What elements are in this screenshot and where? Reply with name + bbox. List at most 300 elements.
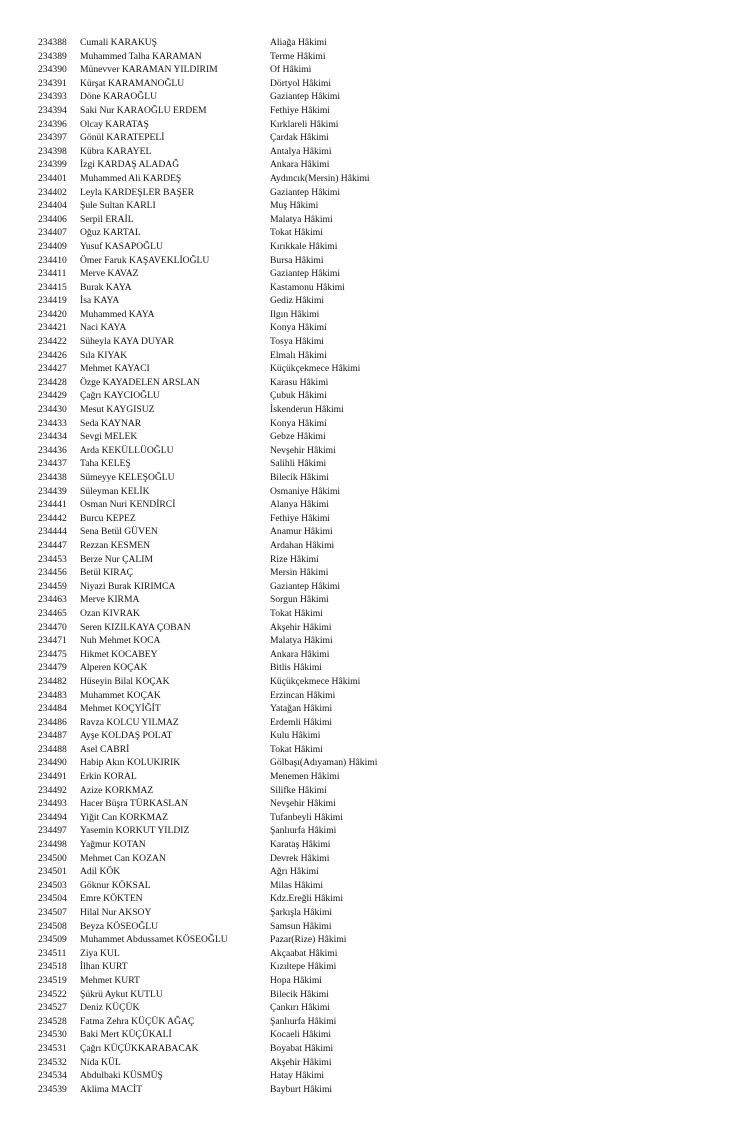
court-assignment: Şarkışla Hâkimi <box>270 907 333 918</box>
registry-number: 234410 <box>38 254 67 266</box>
registry-number: 234402 <box>38 186 67 198</box>
table-row <box>38 145 410 159</box>
person-name: Sümeyye KELEŞOĞLU <box>80 472 175 483</box>
table-row <box>38 947 410 961</box>
court-assignment: Bitlis Hâkimi <box>270 662 322 674</box>
person-name: Sevgi MELEK <box>80 431 138 443</box>
person-name: Merve KAVAZ <box>80 268 139 280</box>
table-row <box>38 1069 410 1083</box>
registry-number: 234397 <box>38 132 67 144</box>
court-assignment: Gediz Hâkimi <box>270 295 325 307</box>
table-row <box>38 648 410 662</box>
court-assignment: Gaziantep Hâkimi <box>270 186 341 198</box>
person-name: Aklima MACİT <box>80 1083 143 1095</box>
court-assignment: Aliağa Hâkimi <box>270 37 327 48</box>
table-row <box>38 906 410 920</box>
court-assignment: Malatya Hâkimi <box>270 635 333 647</box>
person-name: Hüseyin Bilal KOÇAK <box>80 675 170 687</box>
list-body <box>38 36 410 1096</box>
registry-number: 234487 <box>38 730 67 742</box>
court-assignment: Malatya Hâkimi <box>270 213 333 225</box>
person-name: Oğuz KARTAL <box>80 227 141 239</box>
table-row <box>38 716 410 730</box>
registry-number: 234508 <box>38 920 67 932</box>
court-assignment: Küçükçekmece Hâkimi <box>270 675 361 687</box>
registry-number: 234391 <box>38 77 67 89</box>
registry-number: 234433 <box>38 417 67 429</box>
table-row <box>38 389 410 403</box>
court-assignment: Tosya Hâkimi <box>270 336 324 348</box>
table-row <box>38 933 410 947</box>
court-assignment: Akçaabat Hâkimi <box>270 947 338 959</box>
court-assignment: Çardak Hâkimi <box>270 132 329 144</box>
person-name: Sena Betül GÜVEN <box>80 526 158 538</box>
table-row <box>38 770 410 784</box>
registry-number: 234453 <box>38 553 67 565</box>
person-name: Şükrü Aykut KUTLU <box>80 988 163 1000</box>
registry-number: 234456 <box>38 567 67 579</box>
court-assignment: Nevşehir Hâkimi <box>270 798 336 810</box>
table-row <box>38 1083 410 1097</box>
table-row <box>38 988 410 1002</box>
table-row <box>38 471 410 485</box>
registry-number: 234527 <box>38 1002 67 1014</box>
registry-number: 234399 <box>38 159 67 171</box>
person-name: Abdulbaki KÜSMÜŞ <box>80 1070 163 1082</box>
person-name: Cumali KARAKUŞ <box>80 37 158 48</box>
court-assignment: Akşehir Hâkimi <box>270 1056 332 1068</box>
table-row <box>38 784 410 798</box>
court-assignment: Anamur Hâkimi <box>270 526 333 538</box>
court-assignment: Sorgun Hâkimi <box>270 594 329 606</box>
person-name: Süleyman KELİK <box>80 485 150 497</box>
court-assignment: Kocaeli Hâkimi <box>270 1029 332 1041</box>
person-name: Kürşat KARAMANOĞLU <box>80 77 185 89</box>
table-row <box>38 729 410 743</box>
table-row <box>38 172 410 186</box>
table-row <box>38 308 410 322</box>
registry-number: 234465 <box>38 607 67 619</box>
table-row <box>38 593 410 607</box>
court-assignment: Ankara Hâkimi <box>270 648 330 660</box>
court-assignment: Bilecik Hâkimi <box>270 472 329 483</box>
person-name: Çağrı KAYCIOĞLU <box>80 390 160 402</box>
table-row <box>38 634 410 648</box>
table-row <box>38 485 410 499</box>
registry-number: 234500 <box>38 852 67 864</box>
court-assignment: Ilgın Hâkimi <box>270 308 320 320</box>
person-name: Ravza KOLCU YILMAZ <box>80 716 179 728</box>
registry-number: 234411 <box>38 268 67 280</box>
registry-number: 234404 <box>38 200 67 212</box>
registry-number: 234528 <box>38 1015 67 1027</box>
person-name: Mehmet KURT <box>80 974 140 986</box>
person-name: Ayşe KOLDAŞ POLAT <box>80 730 173 742</box>
registry-number: 234437 <box>38 458 67 470</box>
table-row <box>38 213 410 227</box>
court-assignment: Of Hâkimi <box>270 64 312 76</box>
court-assignment: Menemen Hâkimi <box>270 771 340 783</box>
registry-number: 234390 <box>38 64 67 76</box>
registry-number: 234492 <box>38 784 67 796</box>
registry-number: 234389 <box>38 50 67 62</box>
table-row <box>38 77 410 91</box>
registry-number: 234503 <box>38 879 67 891</box>
court-assignment: Samsun Hâkimi <box>270 920 332 932</box>
court-assignment: Şanlıurfa Hâkimi <box>270 825 337 837</box>
person-name: Yusuf KASAPOĞLU <box>80 240 163 252</box>
court-assignment: Alanya Hâkimi <box>270 499 329 511</box>
table-row <box>38 131 410 145</box>
person-name: Yağmur KOTAN <box>80 839 146 851</box>
registry-number: 234491 <box>38 771 67 783</box>
court-assignment: Konya Hâkimi <box>270 322 327 334</box>
registry-number: 234530 <box>38 1029 67 1041</box>
court-assignment: Kastamonu Hâkimi <box>270 281 345 293</box>
court-assignment: Rize Hâkimi <box>270 553 319 565</box>
table-row <box>38 838 410 852</box>
person-name: Baki Mert KÜÇÜKALİ <box>80 1029 172 1041</box>
registry-number: 234420 <box>38 308 67 320</box>
court-assignment: Hatay Hâkimi <box>270 1070 325 1082</box>
court-assignment: Kırıkkale Hâkimi <box>270 240 338 252</box>
court-assignment: Devrek Hâkimi <box>270 852 330 864</box>
table-row <box>38 743 410 757</box>
table-row <box>38 824 410 838</box>
person-name: İsa KAYA <box>80 295 120 307</box>
table-row <box>38 607 410 621</box>
court-assignment: Karataş Hâkimi <box>270 839 331 851</box>
table-row <box>38 960 410 974</box>
registry-number: 234483 <box>38 689 67 701</box>
registry-number: 234470 <box>38 621 67 633</box>
table-row <box>38 1042 410 1056</box>
court-assignment: Ankara Hâkimi <box>270 159 330 171</box>
registry-number: 234415 <box>38 281 67 293</box>
court-assignment: Osmaniye Hâkimi <box>270 485 341 497</box>
registry-number: 234444 <box>38 526 67 538</box>
person-name: Hacer Büşra TÜRKASLAN <box>80 798 188 810</box>
court-assignment: Aydıncık(Mersin) Hâkimi <box>270 172 370 184</box>
table-row <box>38 63 410 77</box>
registry-number: 234511 <box>38 947 67 959</box>
person-name: Burcu KEPEZ <box>80 512 136 524</box>
person-name: Muhammed KAYA <box>80 308 155 320</box>
registry-number: 234406 <box>38 213 67 225</box>
table-row <box>38 90 410 104</box>
table-row <box>38 920 410 934</box>
registry-number: 234429 <box>38 390 67 402</box>
person-name: Ozan KIVRAK <box>80 607 140 619</box>
person-name: Leyla KARDEŞLER BAŞER <box>80 186 195 198</box>
person-name: Beyza KÖSEOĞLU <box>80 920 159 932</box>
registry-number: 234427 <box>38 363 67 375</box>
court-assignment: Hopa Hâkimi <box>270 974 322 986</box>
table-row <box>38 444 410 458</box>
court-assignment: Terme Hâkimi <box>270 50 326 62</box>
person-name: Muhammet Abdussamet KÖSEOĞLU <box>80 934 228 946</box>
table-row <box>38 36 410 50</box>
table-row <box>38 226 410 240</box>
court-assignment: Kızıltepe Hâkimi <box>270 961 337 973</box>
person-name: Ziya KUL <box>80 947 120 959</box>
registry-number: 234426 <box>38 349 67 361</box>
person-name: Hilal Nur AKSOY <box>80 907 152 918</box>
court-assignment: Kdz.Ereğli Hâkimi <box>270 893 343 905</box>
appointment-list-table <box>38 36 410 1096</box>
person-name: Yasemin KORKUT YILDIZ <box>80 825 190 837</box>
person-name: Naci KAYA <box>80 322 127 334</box>
registry-number: 234441 <box>38 499 67 511</box>
registry-number: 234434 <box>38 431 67 443</box>
table-row <box>38 702 410 716</box>
registry-number: 234509 <box>38 934 67 946</box>
table-row <box>38 50 410 64</box>
registry-number: 234498 <box>38 839 67 851</box>
registry-number: 234438 <box>38 472 67 483</box>
person-name: Adil KÖK <box>80 866 121 878</box>
person-name: Döne KARAOĞLU <box>80 91 158 103</box>
court-assignment: Tokat Hâkimi <box>270 607 323 619</box>
table-row <box>38 512 410 526</box>
registry-number: 234497 <box>38 825 67 837</box>
person-name: Muhammet KOÇAK <box>80 689 161 701</box>
court-assignment: Ağrı Hâkimi <box>270 866 319 878</box>
registry-number: 234507 <box>38 907 67 918</box>
table-row <box>38 580 410 594</box>
person-name: Yiğit Can KORKMAZ <box>80 811 168 823</box>
person-name: İlhan KURT <box>80 961 128 973</box>
registry-number: 234388 <box>38 37 67 48</box>
court-assignment: Ardahan Hâkimi <box>270 539 335 551</box>
table-row <box>38 621 410 635</box>
person-name: Erkin KORAL <box>80 771 137 783</box>
person-name: Çağrı KÜÇÜKKARABACAK <box>80 1042 199 1054</box>
court-assignment: Fethiye Hâkimi <box>270 104 330 116</box>
court-assignment: Konya Hâkimi <box>270 417 327 429</box>
person-name: Olcay KARATAŞ <box>80 118 149 130</box>
table-row <box>38 267 410 281</box>
court-assignment: Silifke Hâkimi <box>270 784 327 796</box>
registry-number: 234422 <box>38 336 67 348</box>
registry-number: 234539 <box>38 1083 67 1095</box>
registry-number: 234459 <box>38 580 67 592</box>
court-assignment: Pazar(Rize) Hâkimi <box>270 934 347 946</box>
person-name: Habip Akın KOLUKIRIK <box>80 757 181 769</box>
registry-number: 234439 <box>38 485 67 497</box>
table-row <box>38 186 410 200</box>
person-name: Merve KIRMA <box>80 594 140 606</box>
table-row <box>38 498 410 512</box>
table-row <box>38 553 410 567</box>
registry-number: 234394 <box>38 104 67 116</box>
person-name: Saki Nur KARAOĞLU ERDEM <box>80 104 207 116</box>
person-name: Betül KIRAÇ <box>80 567 134 579</box>
registry-number: 234531 <box>38 1042 67 1054</box>
person-name: Rezzan KESMEN <box>80 539 151 551</box>
registry-number: 234447 <box>38 539 67 551</box>
person-name: Mesut KAYGISUZ <box>80 404 155 416</box>
court-assignment: Küçükçekmece Hâkimi <box>270 363 361 375</box>
court-assignment: Gölbaşı(Adıyaman) Hâkimi <box>270 757 378 769</box>
court-assignment: Bilecik Hâkimi <box>270 988 329 1000</box>
court-assignment: Milas Hâkimi <box>270 879 324 891</box>
person-name: Berze Nur ÇALIM <box>80 553 153 565</box>
person-name: Asel CABRİ <box>80 743 130 755</box>
table-row <box>38 104 410 118</box>
table-row <box>38 852 410 866</box>
table-row <box>38 566 410 580</box>
registry-number: 234534 <box>38 1070 67 1082</box>
table-row <box>38 457 410 471</box>
court-assignment: Kırklareli Hâkimi <box>270 118 339 130</box>
table-row <box>38 281 410 295</box>
person-name: Mehmet Can KOZAN <box>80 852 166 864</box>
court-assignment: Erzincan Hâkimi <box>270 689 336 701</box>
table-row <box>38 675 410 689</box>
court-assignment: Boyabat Hâkimi <box>270 1042 334 1054</box>
table-row <box>38 1028 410 1042</box>
table-row <box>38 865 410 879</box>
registry-number: 234398 <box>38 145 67 157</box>
court-assignment: Gaziantep Hâkimi <box>270 268 341 280</box>
registry-number: 234504 <box>38 893 67 905</box>
person-name: Muhammed Talha KARAMAN <box>80 50 202 62</box>
table-row <box>38 525 410 539</box>
person-name: Burak KAYA <box>80 281 132 293</box>
table-row <box>38 349 410 363</box>
registry-number: 234396 <box>38 118 67 130</box>
court-assignment: Erdemli Hâkimi <box>270 716 333 728</box>
person-name: Emre KÖKTEN <box>80 893 143 905</box>
registry-number: 234401 <box>38 172 67 184</box>
court-assignment: Dörtyol Hâkimi <box>270 77 332 89</box>
table-row <box>38 1015 410 1029</box>
person-name: Göknur KÖKSAL <box>80 879 151 891</box>
court-assignment: Gaziantep Hâkimi <box>270 91 341 103</box>
person-name: İzgi KARDAŞ ALADAĞ <box>80 159 180 171</box>
table-row <box>38 811 410 825</box>
person-name: Serpil ERAİL <box>80 213 134 225</box>
table-row <box>38 362 410 376</box>
registry-number: 234519 <box>38 974 67 986</box>
person-name: Şule Sultan KARLI <box>80 200 156 212</box>
table-row <box>38 321 410 335</box>
person-name: Azize KORKMAZ <box>80 784 154 796</box>
registry-number: 234522 <box>38 988 67 1000</box>
court-assignment: Antalya Hâkimi <box>270 145 332 157</box>
table-row <box>38 974 410 988</box>
table-row <box>38 118 410 132</box>
person-name: Sıla KIYAK <box>80 349 128 361</box>
person-name: Kübra KARAYEL <box>80 145 152 157</box>
table-row <box>38 335 410 349</box>
court-assignment: Gebze Hâkimi <box>270 431 326 443</box>
table-row <box>38 240 410 254</box>
registry-number: 234475 <box>38 648 67 660</box>
court-assignment: Gaziantep Hâkimi <box>270 580 341 592</box>
person-name: Arda KEKÜLLÜOĞLU <box>80 444 174 456</box>
person-name: Münevver KARAMAN YILDIRIM <box>80 64 218 76</box>
table-row <box>38 158 410 172</box>
court-assignment: İskenderun Hâkimi <box>270 404 344 416</box>
registry-number: 234484 <box>38 703 67 715</box>
table-row <box>38 797 410 811</box>
person-name: Fatma Zehra KÜÇÜK AĞAÇ <box>80 1015 195 1027</box>
table-row <box>38 756 410 770</box>
registry-number: 234436 <box>38 444 67 456</box>
registry-number: 234486 <box>38 716 67 728</box>
table-row <box>38 403 410 417</box>
registry-number: 234419 <box>38 295 67 307</box>
registry-number: 234482 <box>38 675 67 687</box>
registry-number: 234493 <box>38 798 67 810</box>
registry-number: 234488 <box>38 743 67 755</box>
person-name: Muhammed Ali KARDEŞ <box>80 172 182 184</box>
registry-number: 234409 <box>38 240 67 252</box>
court-assignment: Çankırı Hâkimi <box>270 1002 330 1014</box>
court-assignment: Akşehir Hâkimi <box>270 621 332 633</box>
court-assignment: Yatağan Hâkimi <box>270 703 333 715</box>
court-assignment: Tufanbeyli Hâkimi <box>270 811 343 823</box>
court-assignment: Karasu Hâkimi <box>270 376 329 388</box>
table-row <box>38 1001 410 1015</box>
registry-number: 234428 <box>38 376 67 388</box>
person-name: Seda KAYNAR <box>80 417 142 429</box>
court-assignment: Muş Hâkimi <box>270 200 319 212</box>
court-assignment: Tokat Hâkimi <box>270 743 323 755</box>
table-row <box>38 689 410 703</box>
registry-number: 234471 <box>38 635 67 647</box>
registry-number: 234430 <box>38 404 67 416</box>
registry-number: 234494 <box>38 811 67 823</box>
court-assignment: Nevşehir Hâkimi <box>270 444 336 456</box>
court-assignment: Elmalı Hâkimi <box>270 349 327 361</box>
person-name: Taha KELEŞ <box>80 458 131 470</box>
table-row <box>38 539 410 553</box>
court-assignment: Tokat Hâkimi <box>270 227 323 239</box>
person-name: Mehmet KAYACI <box>80 363 150 375</box>
table-row <box>38 199 410 213</box>
registry-number: 234407 <box>38 227 67 239</box>
registry-number: 234479 <box>38 662 67 674</box>
court-assignment: Şanlıurfa Hâkimi <box>270 1015 337 1027</box>
court-assignment: Fethiye Hâkimi <box>270 512 330 524</box>
person-name: Deniz KÜÇÜK <box>80 1002 140 1014</box>
person-name: Hikmet KOCABEY <box>80 648 158 660</box>
person-name: Nida KÜL <box>80 1056 121 1068</box>
court-assignment: Kulu Hâkimi <box>270 730 321 742</box>
court-assignment: Bayburt Hâkimi <box>270 1083 333 1095</box>
person-name: Nuh Mehmet KOCA <box>80 635 161 647</box>
registry-number: 234463 <box>38 594 67 606</box>
registry-number: 234393 <box>38 91 67 103</box>
table-row <box>38 254 410 268</box>
person-name: Alperen KOÇAK <box>80 662 148 674</box>
registry-number: 234490 <box>38 757 67 769</box>
person-name: Özge KAYADELEN ARSLAN <box>80 376 201 388</box>
court-assignment: Çubuk Hâkimi <box>270 390 327 402</box>
court-assignment: Salihli Hâkimi <box>270 458 327 470</box>
table-row <box>38 417 410 431</box>
registry-number: 234501 <box>38 866 67 878</box>
registry-number: 234518 <box>38 961 67 973</box>
person-name: Ömer Faruk KAŞAVEKLİOĞLU <box>80 254 210 266</box>
table-row <box>38 892 410 906</box>
person-name: Niyazi Burak KIRIMCA <box>80 580 176 592</box>
table-row <box>38 376 410 390</box>
table-row <box>38 430 410 444</box>
